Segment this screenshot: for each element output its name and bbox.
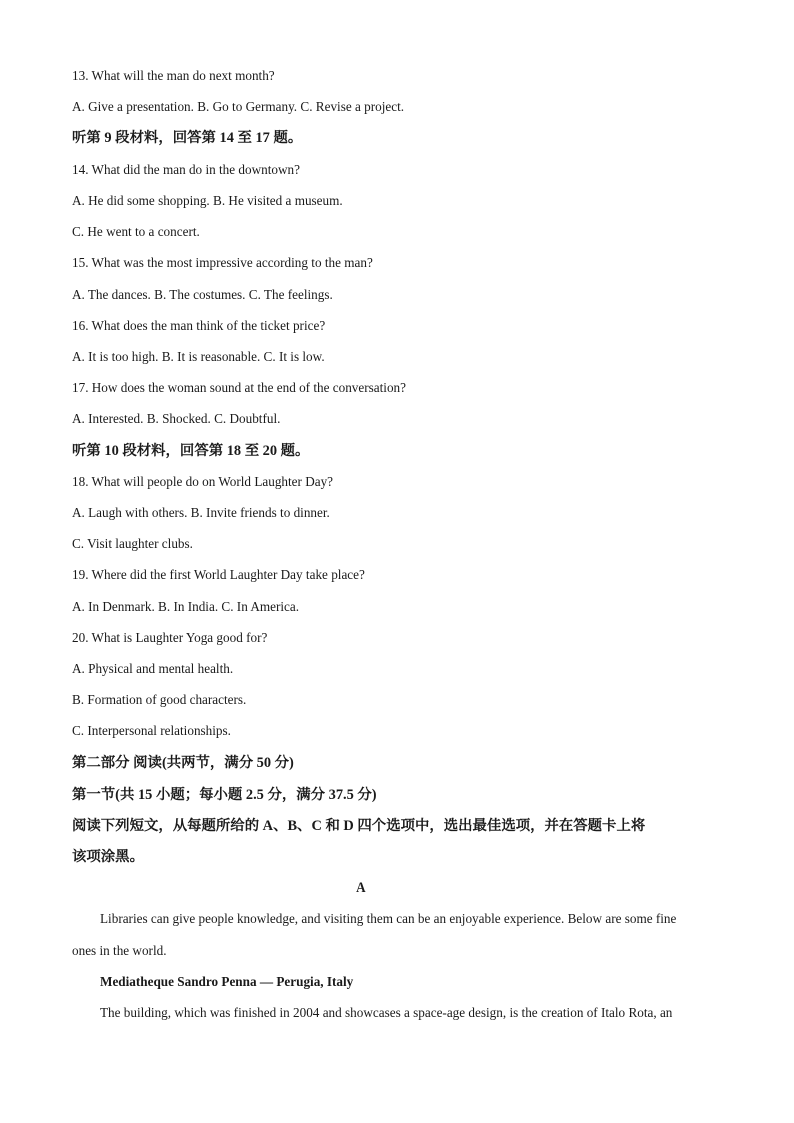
passage-intro-line-2: ones in the world. xyxy=(72,943,167,958)
question-14: 14. What did the man do in the downtown? xyxy=(72,162,300,177)
question-14-option-c: C. He went to a concert. xyxy=(72,224,200,239)
passage-title: A xyxy=(356,880,366,896)
question-17: 17. How does the woman sound at the end of the conversation? xyxy=(72,380,407,395)
section-one-heading: 第一节(共 15 小题；每小题 2.5 分，满分 37.5 分) xyxy=(72,787,377,803)
question-14-options-ab: A. He did some shopping. B. He visited a museum. xyxy=(72,193,343,208)
question-15-options: A. The dances. B. The costumes. C. The feelings. xyxy=(72,287,333,302)
section-instruction-9: 听第 9 段材料，回答第 14 至 17 题。 xyxy=(72,130,303,146)
question-20-option-c: C. Interpersonal relationships. xyxy=(72,723,231,738)
passage-intro-line-1: Libraries can give people knowledge, and visiting them can be an enjoyable experience. Below are some fine xyxy=(100,911,677,926)
question-18-option-c: C. Visit laughter clubs. xyxy=(72,536,193,551)
question-20-option-a: A. Physical and mental health. xyxy=(72,661,234,676)
question-18: 18. What will people do on World Laughter Day? xyxy=(72,474,334,489)
question-16: 16. What does the man think of the ticket price? xyxy=(72,318,326,333)
reading-instruction-line-2: 该项涂黑。 xyxy=(72,849,144,865)
question-15: 15. What was the most impressive according to the man? xyxy=(72,255,373,270)
question-19: 19. Where did the first World Laughter Day take place? xyxy=(72,567,365,582)
question-13-options: A. Give a presentation. B. Go to Germany. C. Revise a project. xyxy=(72,99,405,114)
question-20: 20. What is Laughter Yoga good for? xyxy=(72,630,268,645)
question-17-options: A. Interested. B. Shocked. C. Doubtful. xyxy=(72,411,281,426)
part-two-heading: 第二部分 阅读(共两节，满分 50 分) xyxy=(72,755,294,771)
question-19-options: A. In Denmark. B. In India. C. In America. xyxy=(72,599,300,614)
question-18-options-ab: A. Laugh with others. B. Invite friends to dinner. xyxy=(72,505,330,520)
library-heading: Mediatheque Sandro Penna — Perugia, Italy xyxy=(100,974,354,989)
question-13: 13. What will the man do next month? xyxy=(72,68,275,83)
reading-instruction-line-1: 阅读下列短文，从每题所给的 A、B、C 和 D 四个选项中，选出最佳选项，并在答题卡上将 xyxy=(72,818,646,834)
library-paragraph-line-1: The building, which was finished in 2004 and showcases a space-age design, is the creation of Italo Rota, an xyxy=(100,1005,673,1020)
question-16-options: A. It is too high. B. It is reasonable. C. It is low. xyxy=(72,349,325,364)
section-instruction-10: 听第 10 段材料，回答第 18 至 20 题。 xyxy=(72,443,310,459)
question-20-option-b: B. Formation of good characters. xyxy=(72,692,247,707)
